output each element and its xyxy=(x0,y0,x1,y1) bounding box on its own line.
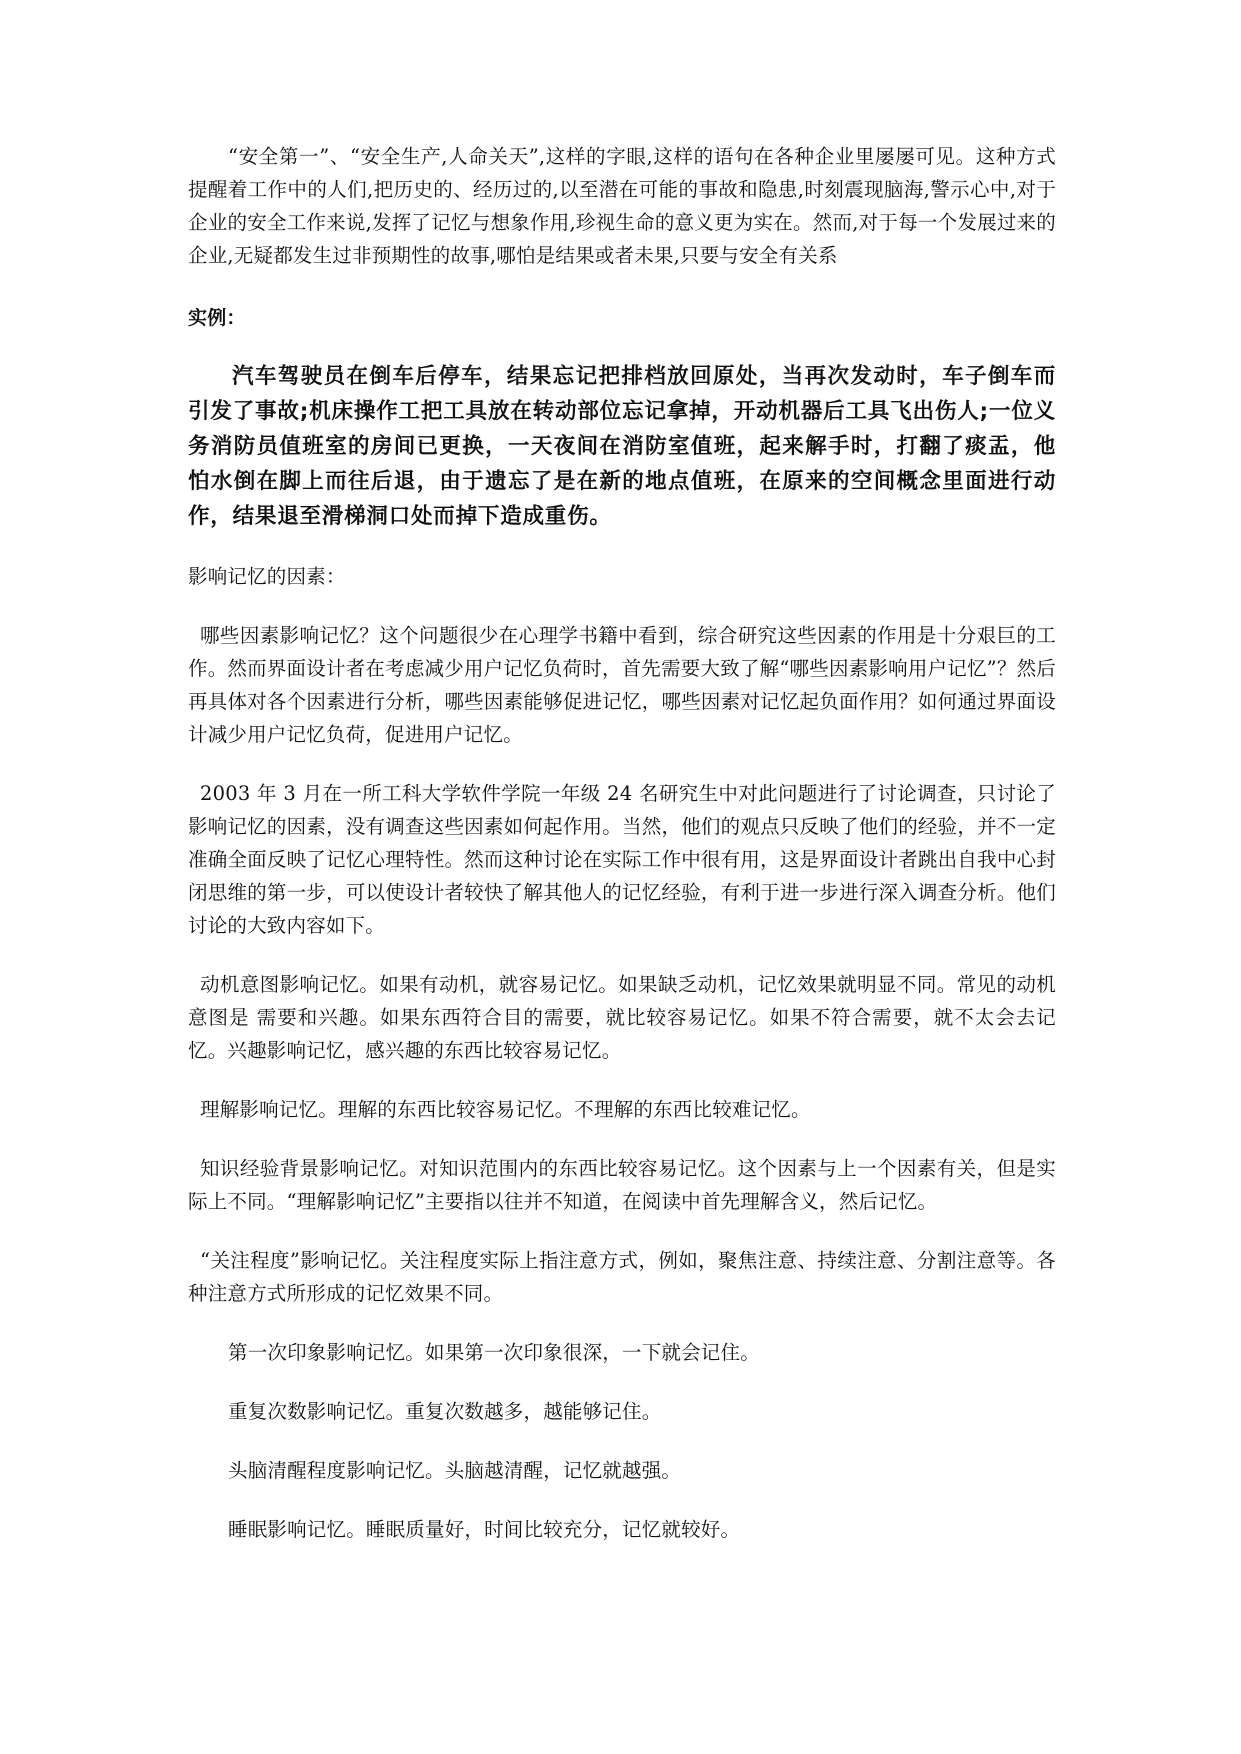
body-paragraph-attention: “关注程度”影响记忆。关注程度实际上指注意方式，例如，聚焦注意、持续注意、分割注意等。各种注意方式所形成的记忆效果不同。 xyxy=(188,1249,1056,1305)
body-paragraph-knowledge: 知识经验背景影响记忆。对知识范围内的东西比较容易记忆。这个因素与上一个因素有关，但是实际上不同。“理解影响记忆”主要指以往并不知道，在阅读中首先理解含义，然后记忆。 xyxy=(188,1157,1056,1213)
body-paragraph-repetition: 重复次数影响记忆。重复次数越多，越能够记住。 xyxy=(228,1400,662,1423)
body-paragraph-sleep: 睡眠影响记忆。睡眠质量好，时间比较充分，记忆就较好。 xyxy=(228,1518,741,1541)
body-paragraph-survey: 2003 年 3 月在一所工科大学软件学院一年级 24 名研究生中对此问题进行了讨论调查，只讨论了影响记忆的因素，没有调查这些因素如何起作用。当然，他们的观点只反映了他们的经验，并不一定准确全面反映了记忆心理特性。然而这种讨论在实际工作中很有用，这是界面设计者跳出自我中心封闭思维的第一步，可以使设计者较快了解其他人的记忆经验，有利于进一步进行深入调查分析。他们讨论的大致内容如下。 xyxy=(188,782,1056,937)
body-paragraph-alertness: 头脑清醒程度影响记忆。头脑越清醒，记忆就越强。 xyxy=(228,1459,682,1482)
body-paragraph-understanding: 理解影响记忆。理解的东西比较容易记忆。不理解的东西比较难记忆。 xyxy=(200,1098,811,1121)
intro-paragraph: “安全第一”、“安全生产,人命关天”,这样的字眼,这样的语句在各种企业里屡屡可见。这种方式提醒着工作中的人们,把历史的、经历过的,以至潜在可能的事故和隐患,时刻震现脑海,警示心中,对于企业的安全工作来说,发挥了记忆与想象作用,珍视生命的意义更为实在。然而,对于每一个发展过来的企业,无疑都发生过非预期性的故事,哪怕是结果或者未果,只要与安全有关系 xyxy=(188,145,1056,267)
body-paragraph-motivation: 动机意图影响记忆。如果有动机，就容易记忆。如果缺乏动机，记忆效果就明显不同。常见的动机意图是 需要和兴趣。如果东西符合目的需要，就比较容易记忆。如果不符合需要，就不太会去记忆。兴趣影响记忆，感兴趣的东西比较容易记忆。 xyxy=(188,973,1056,1062)
example-heading: 实例： xyxy=(188,307,246,329)
body-paragraph-first-impression: 第一次印象影响记忆。如果第一次印象很深，一下就会记住。 xyxy=(228,1341,760,1364)
body-paragraph-questions: 哪些因素影响记忆？这个问题很少在心理学书籍中看到，综合研究这些因素的作用是十分艰巨的工作。然而界面设计者在考虑减少用户记忆负荷时，首先需要大致了解“哪些因素影响用户记忆”？然后再具体对各个因素进行分析，哪些因素能够促进记忆，哪些因素对记忆起负面作用？如何通过界面设计减少用户记忆负荷，促进用户记忆。 xyxy=(188,624,1056,746)
document-body xyxy=(188,140,1056,1546)
factors-heading: 影响记忆的因素： xyxy=(188,565,346,588)
example-paragraph: 汽车驾驶员在倒车后停车，结果忘记把排档放回原处，当再次发动时，车子倒车而引发了事故;机床操作工把工具放在转动部位忘记拿掉，开动机器后工具飞出伤人;一位义务消防员值班室的房间已更换，一天夜间在消防室值班，起来解手时，打翻了痰盂，他怕水倒在脚上而往后退，由于遗忘了是在新的地点值班，在原来的空间概念里面进行动作，结果退至滑梯洞口处而掉下造成重伤。 xyxy=(188,364,1056,529)
